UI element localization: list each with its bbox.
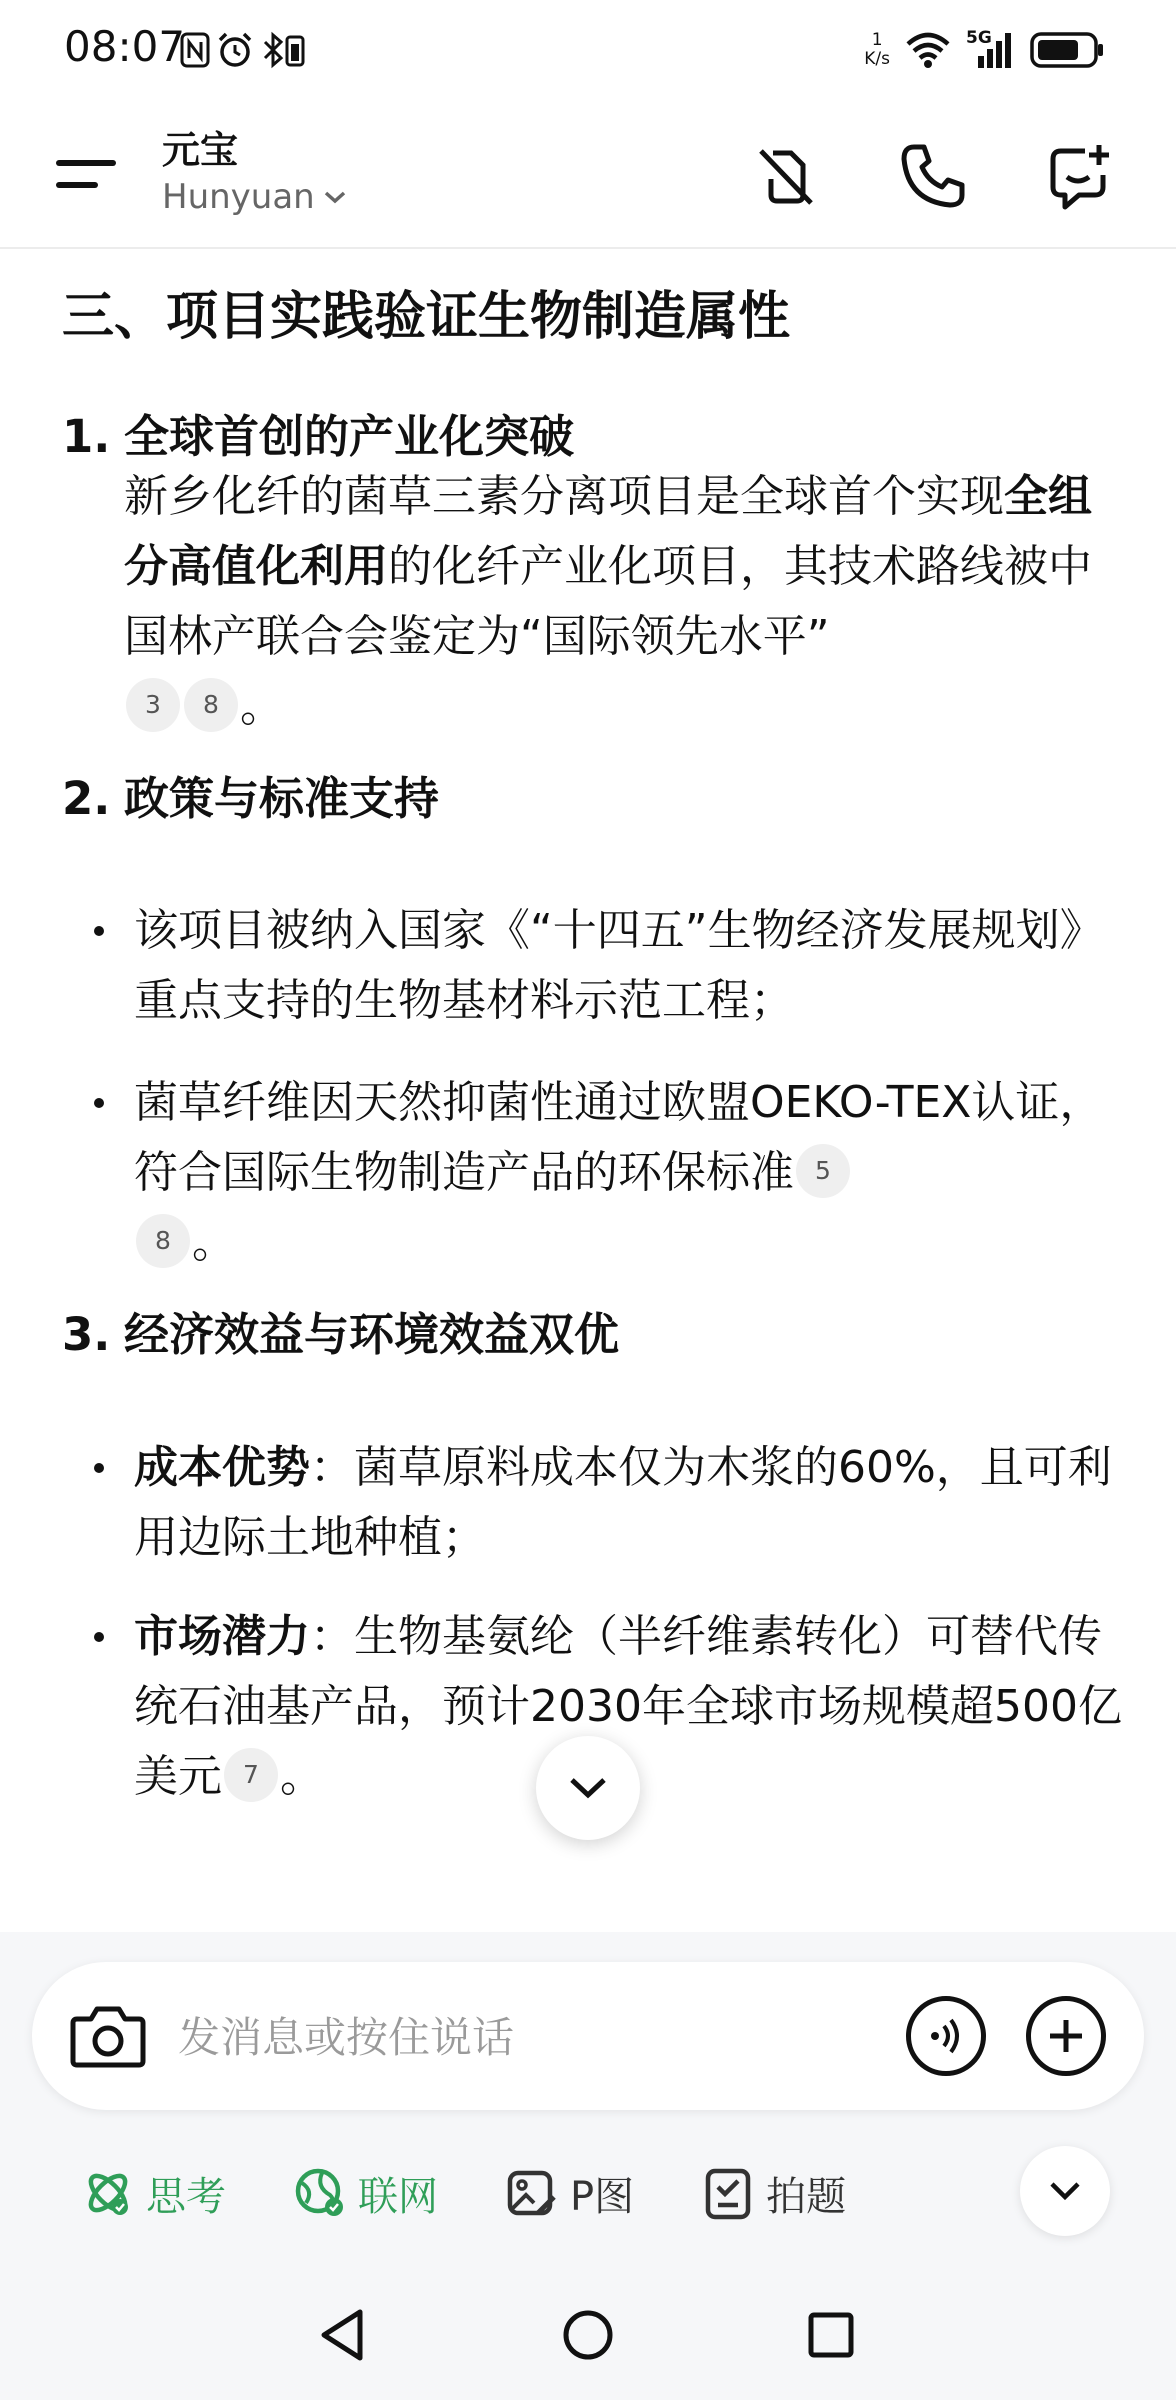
chevron-down-icon — [323, 189, 347, 205]
citation-badge[interactable]: 3 — [126, 678, 180, 732]
tool-think[interactable] — [80, 2165, 226, 2222]
globe-icon — [292, 2165, 348, 2221]
bullet-dot — [94, 926, 104, 936]
list-item — [94, 1433, 1144, 1573]
citation-badge[interactable]: 7 — [224, 1748, 278, 1802]
bullet-dot — [94, 1632, 104, 1642]
paragraph-end: 。 — [240, 681, 284, 732]
voice-wave-icon — [924, 2014, 968, 2058]
citation-badge[interactable]: 5 — [796, 1144, 850, 1198]
tool-photo-question[interactable] — [700, 2165, 846, 2222]
bullet-content — [134, 1068, 1144, 1278]
bullet-text: ：生物基氨纶（半纤维素转化）可替代传统石油基产品，预计2030年全球市场规模超500亿美元 — [134, 1611, 1122, 1802]
chevron-down-icon — [1048, 2180, 1082, 2202]
message-input[interactable] — [178, 2002, 878, 2072]
add-attachment-button[interactable] — [1026, 1996, 1106, 2076]
item-number: 3. — [62, 1308, 111, 1361]
paragraph-bold-text: 全组分高值化利用 — [124, 471, 1092, 592]
item-3-heading — [62, 1298, 619, 1363]
nfc-icon — [180, 32, 210, 68]
mute-voice-button[interactable] — [748, 138, 824, 214]
item-number: 1. — [62, 410, 111, 463]
item-title: 经济效益与环境效益双优 — [124, 1308, 620, 1361]
clipboard-check-icon — [700, 2165, 756, 2221]
bluetooth-battery-icon — [260, 31, 308, 69]
scroll-to-bottom-button[interactable] — [536, 1736, 640, 1840]
net-speed-value: 1 — [871, 30, 883, 50]
list-item — [94, 896, 1144, 1036]
menu-button[interactable] — [56, 148, 122, 200]
app-title: 元宝 — [162, 128, 239, 172]
app-header — [0, 100, 1176, 249]
alarm-icon — [216, 31, 254, 69]
model-name: Hunyuan — [162, 177, 315, 217]
citation-badge[interactable]: 8 — [136, 1214, 190, 1268]
signal-icon — [966, 30, 1016, 70]
recents-square-icon — [806, 2310, 856, 2360]
tool-label: P图 — [570, 2173, 635, 2220]
chat-content[interactable] — [0, 250, 1176, 1890]
bullet-text: ：菌草原料成本仅为木浆的60%，且可利用边际土地种植； — [134, 1442, 1112, 1563]
voice-call-button[interactable] — [906, 1996, 986, 2076]
wifi-icon — [904, 30, 952, 70]
chevron-down-icon — [568, 1775, 608, 1801]
nav-home-button[interactable] — [543, 2290, 633, 2380]
item-1-heading — [62, 400, 574, 465]
speaker-muted-icon — [753, 143, 819, 209]
item-1-paragraph — [124, 462, 1124, 742]
item-2-heading — [62, 762, 439, 827]
call-button[interactable] — [895, 138, 971, 214]
status-bar — [0, 0, 1176, 100]
item-number: 2. — [62, 772, 111, 825]
home-circle-icon — [561, 2308, 615, 2362]
nav-recents-button[interactable] — [786, 2290, 876, 2380]
net-speed — [864, 31, 890, 69]
paragraph-text: 新乡化纤的菌草三素分离项目是全球首个实现 — [124, 471, 1004, 522]
system-nav-bar — [0, 2270, 1176, 2400]
item-title: 政策与标准支持 — [124, 772, 440, 825]
list-item — [94, 1068, 1144, 1278]
cellular-signal — [966, 30, 1016, 70]
paragraph-text: 的化纤产业化项目，其技术路线被中国林产联合会鉴定为“国际领先水平” — [124, 541, 1092, 662]
message-composer — [32, 1962, 1144, 2110]
title-area — [162, 126, 347, 220]
tool-label: 拍题 — [766, 2173, 847, 2220]
bullet-end: 。 — [192, 1217, 236, 1268]
net-speed-unit: K/s — [864, 49, 890, 69]
bullet-text: 菌草纤维因天然抑菌性通过欧盟OEKO-TEX认证，符合国际生物制造产品的环保标准 — [134, 1077, 1104, 1198]
tool-photo-edit[interactable] — [504, 2165, 634, 2222]
input-area — [0, 1932, 1176, 2400]
tool-label: 思考 — [146, 2173, 226, 2220]
section-title: 三、项目实践验证生物制造属性 — [62, 287, 791, 347]
item-title: 全球首创的产业化突破 — [124, 410, 575, 463]
status-right-icons — [864, 22, 1106, 78]
new-chat-icon — [1045, 141, 1115, 211]
camera-button[interactable] — [68, 1998, 148, 2074]
bullet-bold-label: 市场潜力 — [134, 1611, 310, 1662]
new-chat-button[interactable] — [1042, 138, 1118, 214]
citation-badge[interactable]: 8 — [184, 678, 238, 732]
battery-icon — [1030, 30, 1106, 70]
expand-tools-button[interactable] — [1020, 2146, 1110, 2236]
nav-back-button[interactable] — [298, 2290, 388, 2380]
tool-web-search[interactable] — [292, 2165, 438, 2222]
model-selector[interactable] — [162, 174, 347, 220]
bullet-dot — [94, 1098, 104, 1108]
tool-bar — [80, 2158, 912, 2228]
bullet-dot — [94, 1463, 104, 1473]
bullet-bold-label: 成本优势 — [134, 1442, 310, 1493]
camera-icon — [69, 2003, 147, 2069]
phone-icon — [898, 141, 968, 211]
bullet-text: 该项目被纳入国家《“十四五”生物经济发展规划》重点支持的生物基材料示范工程； — [134, 905, 1104, 1026]
image-edit-icon — [504, 2165, 560, 2221]
tool-label: 联网 — [358, 2173, 438, 2220]
back-triangle-icon — [318, 2308, 368, 2362]
status-notification-icons — [180, 30, 308, 70]
plus-icon — [1046, 2016, 1086, 2056]
network-type: 5G — [966, 28, 992, 48]
bullet-end: 。 — [280, 1751, 324, 1802]
bullet-content — [134, 1433, 1144, 1573]
think-icon — [80, 2165, 136, 2221]
status-time: 08:07 — [64, 22, 186, 71]
